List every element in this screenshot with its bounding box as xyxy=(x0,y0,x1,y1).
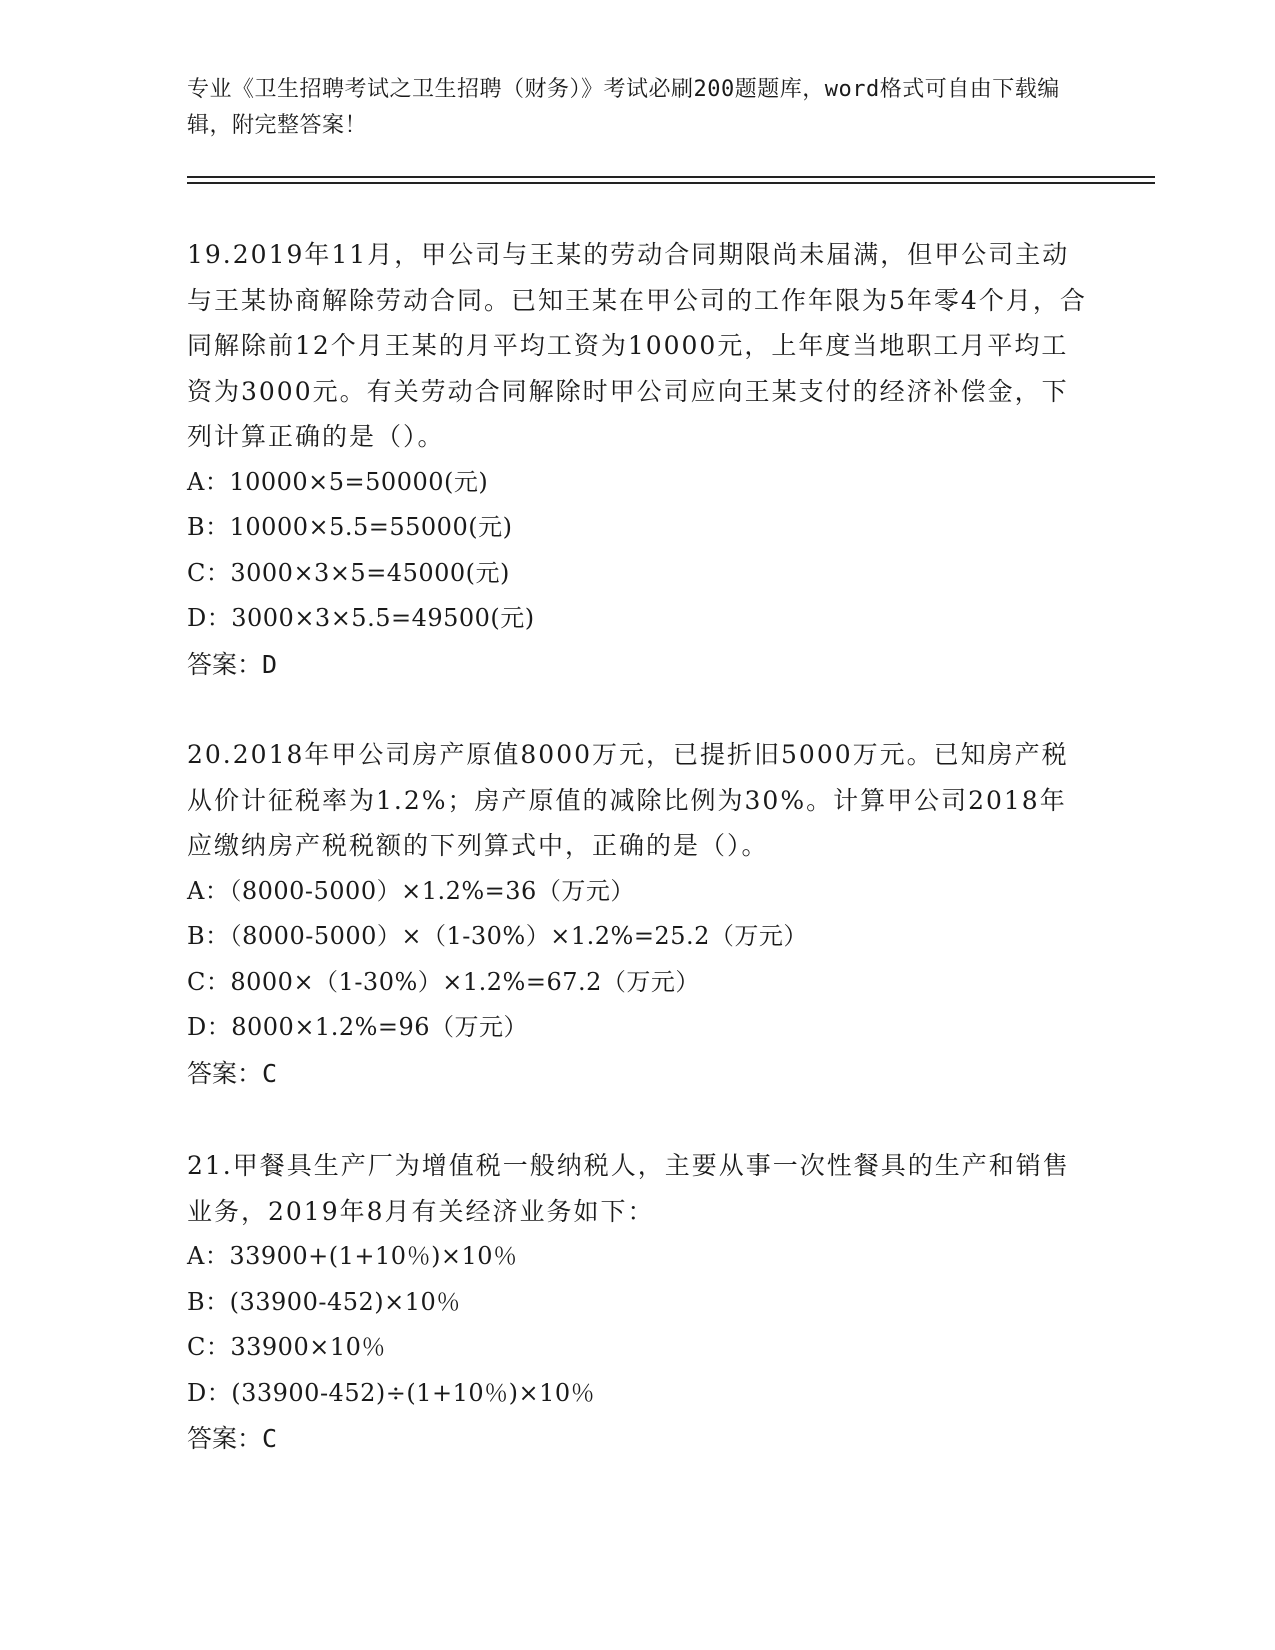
option-a: A：（8000-5000）×1.2%=36（万元） xyxy=(187,876,635,905)
question-21 xyxy=(187,1143,1087,1462)
option-d: D：3000×3×5.5=49500(元) xyxy=(187,604,535,632)
option-d: D：8000×1.2%=96（万元） xyxy=(187,1013,529,1041)
option-c: C：33900×10％ xyxy=(187,1333,386,1361)
document-header: 专业《卫生招聘考试之卫生招聘（财务）》考试必刷200题题库，word格式可自由下载编辑，附完整答案！ xyxy=(187,77,1060,138)
header-divider-bottom xyxy=(187,182,1155,184)
option-a: A：10000×5=50000(元) xyxy=(187,467,489,496)
question-stem: 21.甲餐具生产厂为增值税一般纳税人，主要从事一次性餐具的生产和销售业务，2019年8月有关经济业务如下： xyxy=(187,1151,1070,1226)
option-b: B：（8000-5000）×（1-30%）×1.2%=25.2（万元） xyxy=(187,922,808,950)
option-b: B：10000×5.5=55000(元) xyxy=(187,513,513,541)
question-20 xyxy=(187,732,1087,1096)
answer: 答案：D xyxy=(187,649,278,679)
option-c: C：3000×3×5=45000(元) xyxy=(187,558,510,587)
option-c: C：8000×（1-30%）×1.2%=67.2（万元） xyxy=(187,967,700,996)
answer: 答案：C xyxy=(187,1058,278,1088)
question-19 xyxy=(187,232,1087,687)
answer: 答案：C xyxy=(187,1424,278,1453)
question-stem: 20.2018年甲公司房产原值8000万元，已提折旧5000万元。已知房产税从价计征税率为1.2%；房产原值的减除比例为30%。计算甲公司2018年应缴纳房产税税额的下列算式中，正确的是（）。 xyxy=(187,740,1069,860)
question-stem: 19.2019年11月，甲公司与王某的劳动合同期限尚未届满，但甲公司主动与王某协商解除劳动合同。已知王某在甲公司的工作年限为5年零4个月，合同解除前12个月王某的月平均工资为10000元，上年度当地职工月平均工资为3000元。有关劳动合同解除时甲公司应向王某支付的经济补偿金，下列计算正确的是（）。 xyxy=(187,240,1087,451)
option-a: A：33900+(1+10％)×10％ xyxy=(187,1242,518,1270)
header-divider-top xyxy=(187,176,1155,178)
option-b: B：(33900-452)×10％ xyxy=(187,1287,461,1316)
option-d: D：(33900-452)÷(1+10％)×10％ xyxy=(187,1378,596,1407)
